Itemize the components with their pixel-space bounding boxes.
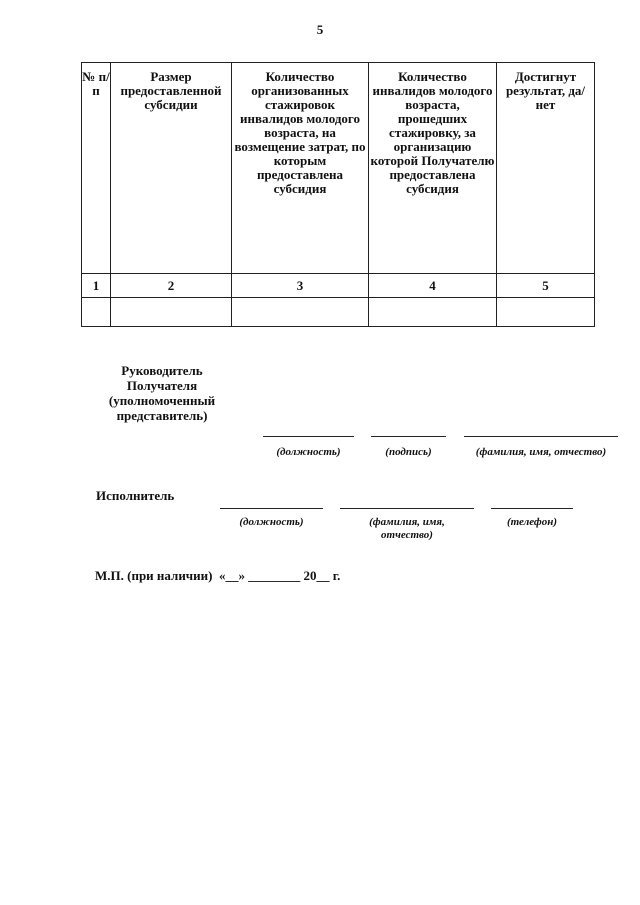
- page-number: 5: [316, 22, 324, 37]
- executor-phone-line: [491, 508, 573, 509]
- column-number-cell: 2: [111, 274, 232, 298]
- column-header-number: № п/п: [82, 63, 111, 274]
- head-signature-line: [371, 436, 446, 437]
- head-signatory-label: Руководитель Получателя (уполномоченный представитель): [108, 363, 216, 423]
- head-name-caption: (фамилия, имя, отчество): [475, 446, 607, 458]
- table-cell: [369, 298, 497, 327]
- column-number-cell: 3: [232, 274, 369, 298]
- report-table: [81, 62, 595, 327]
- column-header-subsidy-amount: Размер предоставленной субсидии: [111, 63, 232, 274]
- head-name-line: [464, 436, 618, 437]
- column-number-cell: 5: [497, 274, 595, 298]
- head-position-caption: (должность): [276, 446, 341, 458]
- column-header-internships-count: Количество организованных стажировок инвалидов молодого возраста, на возмещение затрат, по которым предоставлена субсидия: [232, 63, 369, 274]
- column-header-participants-count: Количество инвалидов молодого возраста, прошедших стажировку, за организацию которой Получателю предоставлена субсидия: [369, 63, 497, 274]
- executor-phone-caption: (телефон): [506, 516, 558, 528]
- table-cell: [82, 298, 111, 327]
- table-row: [82, 298, 595, 327]
- column-header-result-achieved: Достигнут результат, да/нет: [497, 63, 595, 274]
- head-signature-caption: (подпись): [385, 446, 432, 458]
- column-number-cell: 4: [369, 274, 497, 298]
- column-numbers-row: [82, 274, 595, 298]
- executor-name-caption: (фамилия, имя, отчество): [369, 516, 445, 541]
- table-cell: [111, 298, 232, 327]
- executor-position-line: [220, 508, 323, 509]
- stamp-date-line: М.П. (при наличии) «__» ________ 20__ г.: [95, 568, 341, 583]
- table-cell: [497, 298, 595, 327]
- column-number-cell: 1: [82, 274, 111, 298]
- table-cell: [232, 298, 369, 327]
- executor-label: Исполнитель: [96, 488, 175, 503]
- table-header-row: [82, 63, 595, 274]
- executor-name-line: [340, 508, 474, 509]
- head-position-line: [263, 436, 354, 437]
- executor-position-caption: (должность): [239, 516, 304, 528]
